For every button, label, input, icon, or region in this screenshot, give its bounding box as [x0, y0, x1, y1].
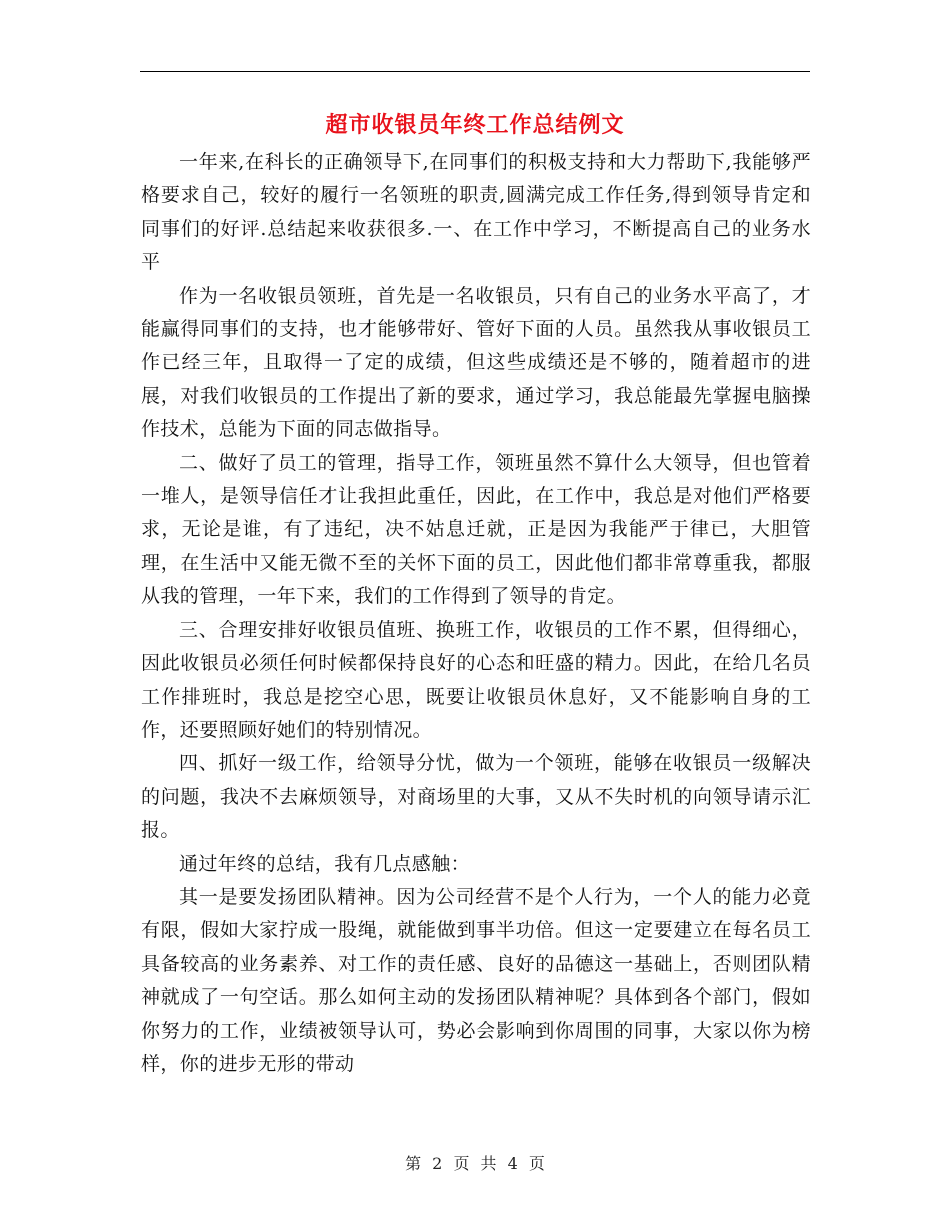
paragraph-teamwork: 其一是要发扬团队精神。因为公司经营不是个人行为，一个人的能力必竟有限，假如大家拧成一股绳，就能做到事半功倍。但这一定要建立在每名员工具备较高的业务素养、对工作的责任感、良好的品德这一基础上，否则团队精神就成了一句空话。那么如何主动的发扬团队精神呢？具体到各个部门，假如你努力的工作，业绩被领导认可，势必会影响到你周围的同事，大家以你为榜样，你的进步无形的带动: [141, 885, 811, 1075]
header-rule: [140, 71, 810, 72]
paragraph-study: 作为一名收银员领班，首先是一名收银员，只有自己的业务水平高了，才能赢得同事们的支持，也才能够带好、管好下面的人员。虽然我从事收银员工作已经三年，且取得一了定的成绩，但这些成绩还是不够的，随着超市的进展，对我们收银员的工作提出了新的要求，通过学习，我总能最先掌握电脑操作技术，总能为下面的同志做指导。: [141, 284, 811, 441]
page-number: 第 2 页 共 4 页: [405, 1154, 545, 1173]
paragraph-reflection-lead: 通过年终的总结，我有几点感触：: [179, 852, 471, 875]
paragraph-scheduling: 三、合理安排好收银员值班、换班工作，收银员的工作不累，但得细心，因此收银员必须任何时候都保持良好的心态和旺盛的精力。因此，在给几名员工作排班时，我总是挖空心思，既要让收银员休息好，又不能影响自身的工作，还要照顾好她们的特别情况。: [141, 618, 811, 741]
paragraph-support: 四、抓好一级工作，给领导分忧，做为一个领班，能够在收银员一级解决的问题，我决不去麻烦领导，对商场里的大事，又从不失时机的向领导请示汇报。: [141, 752, 811, 842]
paragraph-management: 二、做好了员工的管理，指导工作，领班虽然不算什么大领导，但也管着一堆人，是领导信任才让我担此重任，因此，在工作中，我总是对他们严格要求，无论是谁，有了违纪，决不姑息迁就，正是因为我能严于律已，大胆管理，在生活中又能无微不至的关怀下面的员工，因此他们都非常尊重我，都服从我的管理，一年下来，我们的工作得到了领导的肯定。: [141, 451, 811, 608]
document-body: [141, 146, 811, 1081]
document-title: 超市收银员年终工作总结例文: [325, 112, 625, 138]
paragraph-intro: 一年来,在科长的正确领导下,在同事们的积极支持和大力帮助下,我能够严格要求自己，较好的履行一名领班的职责,圆满完成工作任务,得到领导肯定和同事们的好评.总结起来收获很多.一、在工作中学习，不断提高自己的业务水平: [141, 151, 811, 274]
